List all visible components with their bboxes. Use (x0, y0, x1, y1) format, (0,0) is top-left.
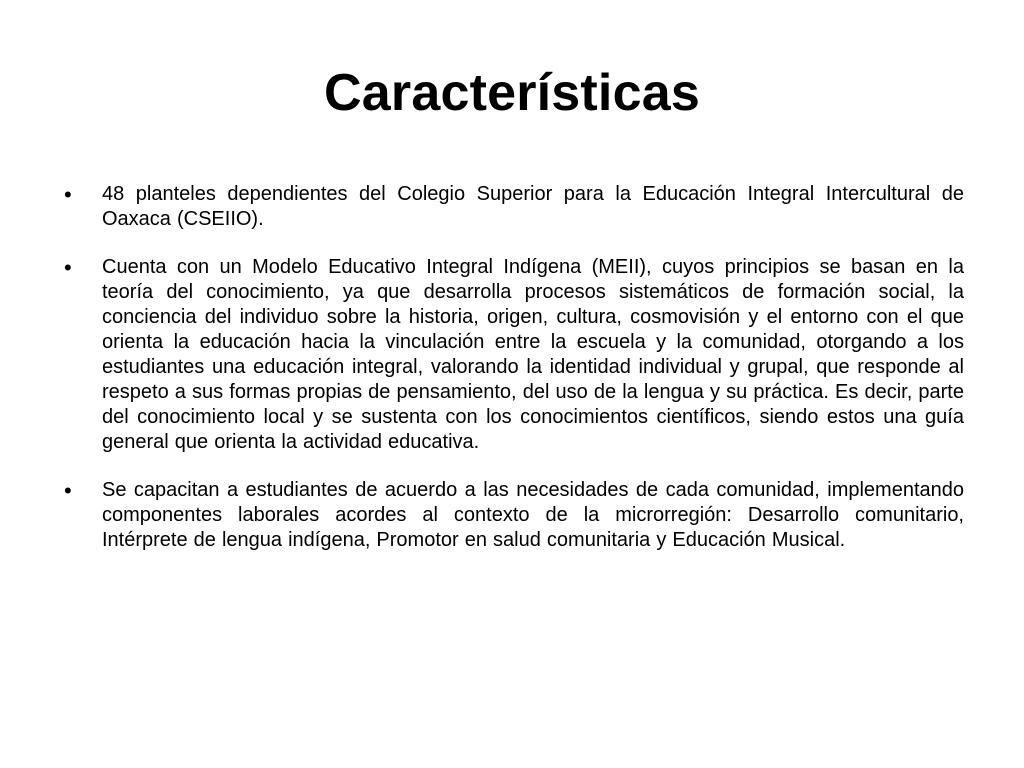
bullet-list (62, 182, 964, 553)
bullet-text-capacitacion: Se capacitan a estudiantes de acuerdo a las necesidades de cada comunidad, implementando componentes laborales acordes al contexto de la microrregión: Desarrollo comunitario, Intérprete de lengua indígena, Promotor en salud comunitaria y Educación Musical. (102, 479, 964, 551)
bullet-icon: • (64, 182, 72, 207)
bullet-icon: • (64, 255, 72, 280)
bullet-icon: • (64, 478, 72, 503)
bullet-item-planteles (62, 182, 964, 232)
bullet-item-modelo-educativo (62, 255, 964, 455)
bullet-text-planteles: 48 planteles dependientes del Colegio Superior para la Educación Integral Intercultural de Oaxaca (CSEIIO). (102, 183, 964, 230)
slide-title: Características (324, 64, 700, 122)
bullet-item-capacitacion (62, 478, 964, 553)
bullet-text-modelo-educativo: Cuenta con un Modelo Educativo Integral Indígena (MEII), cuyos principios se basan en la teoría del conocimiento, ya que desarrolla procesos sistemáticos de formación social, la conciencia del individuo sobre la historia, origen, cultura, cosmovisión y el entorno con el que orienta la educación hacia la vinculación entre la escuela y la comunidad, otorgando a los estudiantes una educación integral, valorando la identidad individual y grupal, que responde al respeto a sus formas propias de pensamiento, del uso de la lengua y su práctica. Es decir, parte del conocimiento local y se sustenta con los conocimientos científicos, siendo estos una guía general que orienta la actividad educativa. (102, 256, 964, 453)
